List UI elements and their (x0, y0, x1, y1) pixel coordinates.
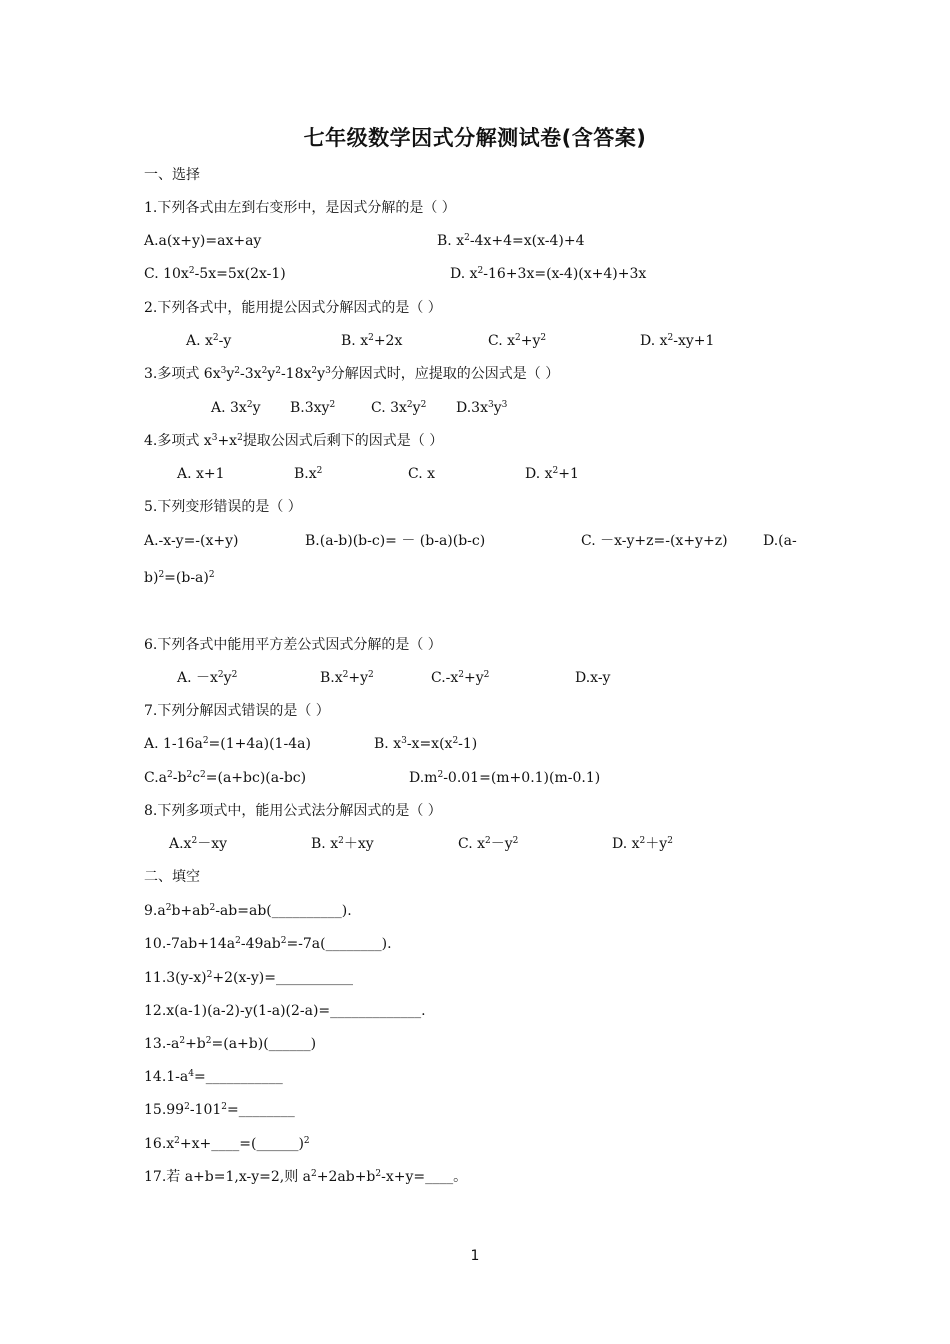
question-6-option-a: A. $-x^2y^2$ (177, 670, 238, 686)
question-3-option-b: $B.3xy^2$ (290, 400, 336, 416)
question-7-option-d: $D.m^2-0.01=(m+0.1)(m-0.1)$ (409, 770, 601, 786)
question-2-stem: 2.下列各式中，能用提公因式分解因式的是（ ） (144, 300, 442, 316)
question-6-option-d: D.x-y (575, 670, 611, 686)
question-4-stem: 4.多项式 $x^3+x^2$提取公因式后剩下的因式是（ ） (144, 433, 444, 449)
question-5-option-d-cont: $b)^2=(b-a)^2$ (144, 570, 215, 586)
question-2-option-a: A. $x^2-y$ (186, 333, 232, 349)
question-4-option-c: C. x (408, 466, 436, 482)
question-2-option-c: C. $x^2+y^2$ (488, 333, 547, 349)
question-14: $14.1-a^4=\_\_\_\_\_\_\_\_\_\_\_$ (144, 1069, 283, 1085)
question-12: 12.x(a-1)(a-2)-y(1-a)(2-a)=_____________. (144, 1003, 426, 1019)
question-8-stem: 8.下列多项式中，能用公式法分解因式的是（ ） (144, 803, 442, 819)
question-1-option-a: A.a(x+y)=ax+ay (144, 233, 262, 249)
question-5-option-d: D.(a- (763, 533, 797, 549)
question-3-option-d: $D.3x^3y^3$ (456, 400, 508, 416)
question-5-option-a: A.-x-y=-(x+y) (144, 533, 239, 549)
question-5-stem: 5.下列变形错误的是（ ） (144, 499, 302, 515)
question-1-stem: 1.下列各式由左到右变形中，是因式分解的是（ ） (144, 200, 456, 216)
question-4-option-d: D. $x^2+1$ (525, 466, 579, 482)
question-7-option-a: A. $1-16a^2=(1+4a)(1-4a)$ (144, 736, 311, 752)
question-2-option-b: B. $x^2+2x$ (341, 333, 403, 349)
question-7-option-c: $C.a^2-b^2c^2=(a+bc)(a-bc)$ (144, 770, 307, 786)
page-number: 1 (470, 1248, 480, 1264)
question-15: $15.99^2-101^2=\_\_\_\_\_\_\_\_$ (144, 1102, 295, 1118)
question-2-option-d: D. $x^2-xy+1$ (640, 333, 715, 349)
question-3-option-c: C. $3x^2y^2$ (371, 400, 427, 416)
question-1-option-d: D. $x^2-16+3x=(x-4)(x+4)+3x$ (450, 266, 647, 282)
question-4-option-a: A. x+1 (177, 466, 225, 482)
question-16: $16.x^2+x+\_\_\_\_=(\_\_\_\_\_\_)^2$ (144, 1136, 310, 1152)
question-7-option-b: B. $x^3-x=x(x^2-1)$ (374, 736, 478, 752)
question-13: $13.-a^2+b^2=(a+b)(\_\_\_\_\_\_)$ (144, 1036, 317, 1052)
question-8-option-d: D. $x^2+y^2$ (612, 836, 673, 852)
question-9: $9.a^2b+ab^2-ab=ab(\_\_\_\_\_\_\_\_\_\_)$. (144, 903, 352, 919)
section-fill-heading: 二、填空 (144, 869, 200, 885)
question-10: $10.-7ab+14a^2-49ab^2=-7a(\_\_\_\_\_\_\_\_)$. (144, 936, 392, 952)
question-6-option-c: $C.-x^2+y^2$ (431, 670, 490, 686)
section-choice-heading: 一、选择 (144, 167, 200, 183)
question-17: 17.若 a+b=1,x-y=2,则 $a^2+2ab+b^2-x+y=\_\_\_\_$。 (144, 1169, 468, 1185)
question-8-option-c: C. $x^2-y^2$ (458, 836, 519, 852)
question-4-option-b: $B.x^2$ (294, 466, 323, 482)
question-1-option-b: B. $x^2-4x+4=x(x-4)+4$ (437, 233, 585, 249)
question-5-option-b: B.(a-b)(b-c)= － (b-a)(b-c) (305, 533, 486, 549)
question-1-option-c: C. $10x^2-5x=5x(2x-1)$ (144, 266, 286, 282)
question-3-option-a: A. $3x^2y$ (211, 400, 261, 416)
question-6-option-b: $B.x^2+y^2$ (320, 670, 374, 686)
question-6-stem: 6.下列各式中能用平方差公式因式分解的是（ ） (144, 637, 442, 653)
question-7-stem: 7.下列分解因式错误的是（ ） (144, 703, 330, 719)
question-3-stem: 3.多项式 $6x^3y^2-3x^2y^2-18x^2y^3$分解因式时，应提取的公因式是（ ） (144, 366, 560, 382)
page-title: 七年级数学因式分解测试卷(含答案) (303, 126, 647, 150)
question-8-option-b: B. $x^2+xy$ (311, 836, 374, 852)
question-8-option-a: $A.x^2-xy$ (169, 836, 228, 852)
question-5-option-c: C. －x-y+z=-(x+y+z) (581, 533, 728, 549)
question-11: $11.3(y-x)^2+2(x-y)=\_\_\_\_\_\_\_\_\_\_\_$ (144, 970, 353, 986)
